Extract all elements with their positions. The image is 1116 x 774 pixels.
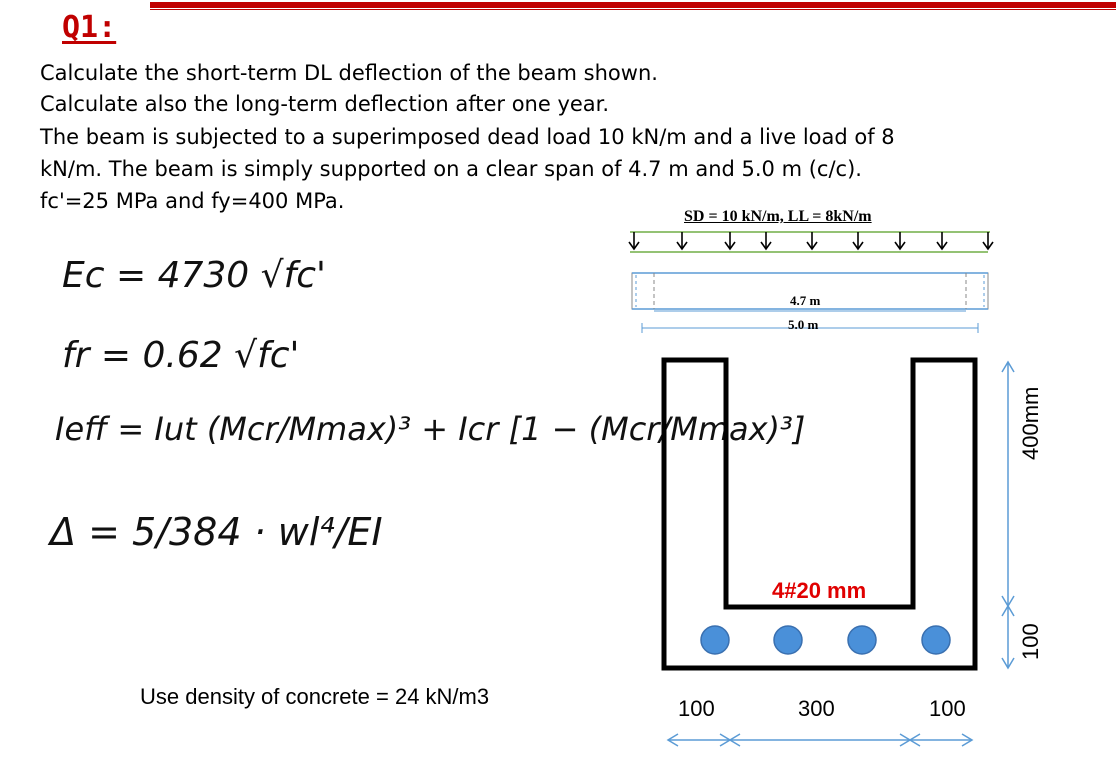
density-note: Use density of concrete = 24 kN/m3 <box>140 684 490 709</box>
question-line-1: Calculate the short-term DL deflection of the beam shown. <box>40 61 658 85</box>
width-dimension-arrows <box>668 734 972 746</box>
width-right-label: 100 <box>929 696 966 721</box>
rebar-1 <box>701 626 729 654</box>
equation-ec: Ec = 4730 √fc' <box>62 255 326 296</box>
reinforcement-label: 4#20 mm <box>772 578 867 603</box>
height-bottom-label: 100 <box>1018 623 1043 660</box>
width-left-label: 100 <box>678 696 715 721</box>
question-line-2: Calculate also the long-term deflection after one year. <box>40 92 610 116</box>
question-line-5: fc'=25 MPa and fy=400 MPa. <box>40 189 345 213</box>
question-line-4: kN/m. The beam is simply supported on a clear span of 4.7 m and 5.0 m (c/c). <box>40 157 862 181</box>
load-arrows <box>629 232 993 249</box>
equation-fr: fr = 0.62 √fc' <box>62 335 300 376</box>
equation-deflection: Δ = 5/384 · wl⁴/EI <box>50 510 383 554</box>
height-dimension-arrows <box>1002 362 1014 668</box>
width-middle-label: 300 <box>798 696 835 721</box>
rebar-3 <box>848 626 876 654</box>
equation-ieff: Ieff = Iut (Mcr/Mmax)³ + Icr [1 − (Mcr/Mmax)³] <box>55 410 806 448</box>
question-line-3: The beam is subjected to a superimposed dead load 10 kN/m and a live load of 8 <box>40 125 895 149</box>
height-total-label: 400mm <box>1018 386 1043 460</box>
rebar-4 <box>922 626 950 654</box>
load-label: SD = 10 kN/m, LL = 8kN/m <box>684 208 872 225</box>
u-section <box>664 360 975 668</box>
clear-span-label: 4.7 m <box>790 293 821 308</box>
question-title: Q1: <box>62 10 117 45</box>
rebar-2 <box>774 626 802 654</box>
cc-span-label: 5.0 m <box>788 317 819 332</box>
